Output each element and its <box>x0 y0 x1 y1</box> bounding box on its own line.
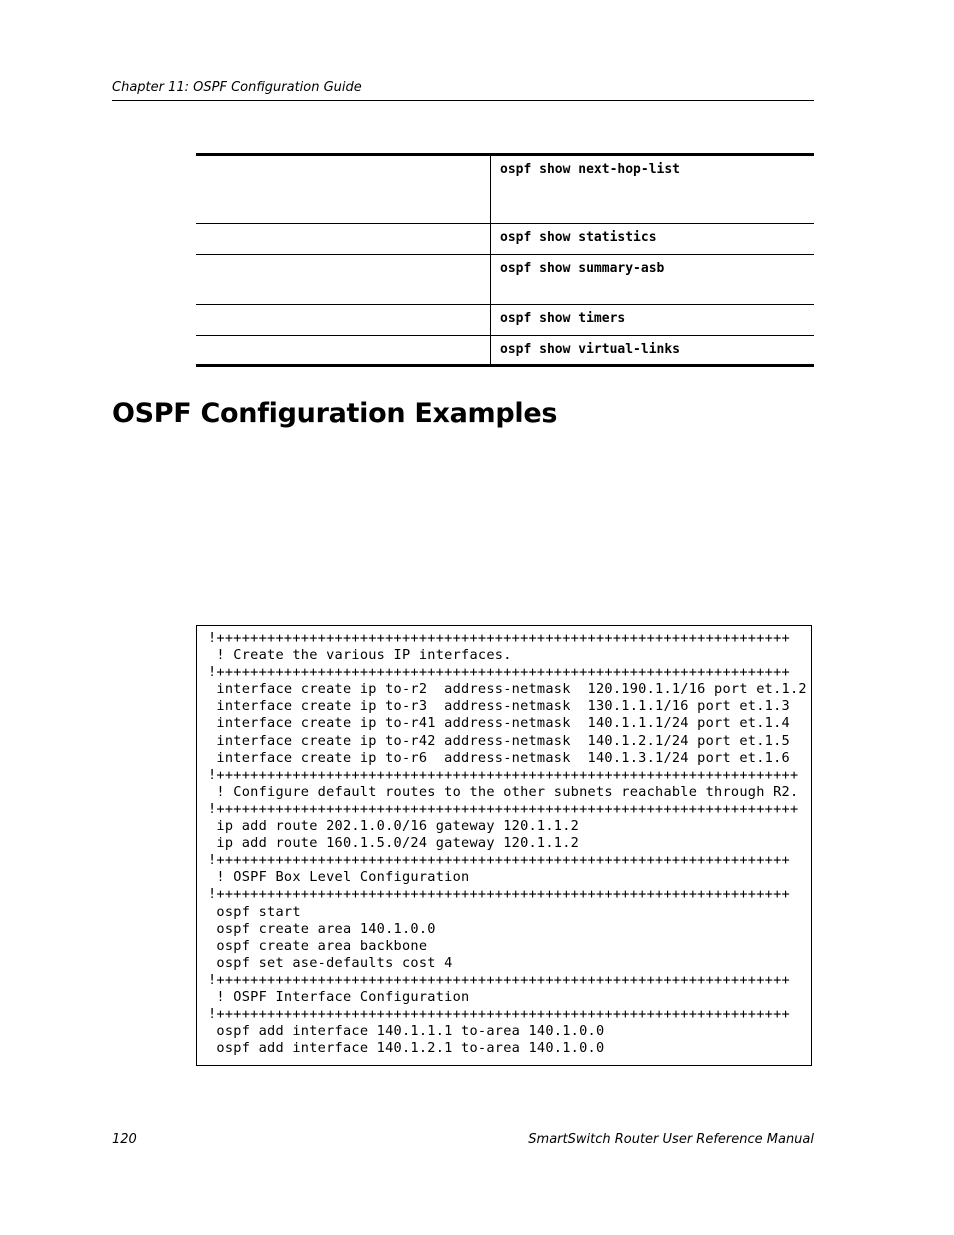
command-cell: ospf show statistics <box>491 224 815 255</box>
command-cell: ospf show virtual-links <box>491 336 815 366</box>
code-line: interface create ip to-r3 address-netmask 130.1.1.1/16 port et.1.3 <box>208 698 790 715</box>
table-row <box>196 255 814 305</box>
table-row <box>196 305 814 336</box>
code-line: ospf add interface 140.1.1.1 to-area 140.1.0.0 <box>208 1023 605 1040</box>
code-line: !+++++++++++++++++++++++++++++++++++++++++++++++++++++++++++++++++++++ <box>208 766 799 783</box>
code-line: ospf add interface 140.1.2.1 to-area 140.1.0.0 <box>208 1040 605 1057</box>
code-line: !++++++++++++++++++++++++++++++++++++++++++++++++++++++++++++++++++++ <box>208 886 790 903</box>
command-cell: ospf show summary-asb <box>491 255 815 305</box>
code-line: ! OSPF Interface Configuration <box>208 988 470 1005</box>
code-line: ! Configure default routes to the other subnets reachable through R2. <box>208 783 799 800</box>
code-line: !++++++++++++++++++++++++++++++++++++++++++++++++++++++++++++++++++++ <box>208 971 790 988</box>
command-cell: ospf show next-hop-list <box>500 162 681 177</box>
code-line: !++++++++++++++++++++++++++++++++++++++++++++++++++++++++++++++++++++ <box>208 664 790 681</box>
description-cell <box>196 224 491 255</box>
code-line: ospf create area 140.1.0.0 <box>208 920 436 937</box>
command-table <box>196 153 814 367</box>
code-line: ip add route 160.1.5.0/24 gateway 120.1.1.2 <box>208 835 580 852</box>
description-cell <box>196 255 491 305</box>
manual-title: SmartSwitch Router User Reference Manual <box>528 1132 814 1147</box>
code-example-box <box>196 625 812 1066</box>
code-line: ospf start <box>208 903 301 920</box>
page-number: 120 <box>112 1132 137 1147</box>
code-line: !++++++++++++++++++++++++++++++++++++++++++++++++++++++++++++++++++++ <box>208 630 790 646</box>
code-line: interface create ip to-r6 address-netmask 140.1.3.1/24 port et.1.6 <box>208 749 790 766</box>
code-listing <box>197 626 811 1057</box>
table-row <box>196 155 814 224</box>
code-line: ! OSPF Box Level Configuration <box>208 869 470 886</box>
code-line: !++++++++++++++++++++++++++++++++++++++++++++++++++++++++++++++++++++ <box>208 1006 790 1023</box>
command-cell: ospf show timers <box>491 305 815 336</box>
table-row <box>196 336 814 366</box>
code-line: ospf create area backbone <box>208 937 428 954</box>
code-line: ! Create the various IP interfaces. <box>208 647 512 664</box>
code-line: interface create ip to-r2 address-netmask 120.190.1.1/16 port et.1.2 <box>208 681 807 698</box>
description-cell <box>196 305 491 336</box>
running-header: Chapter 11: OSPF Configuration Guide <box>112 80 814 101</box>
code-line: ip add route 202.1.0.0/16 gateway 120.1.1.2 <box>208 818 580 835</box>
section-title: OSPF Configuration Examples <box>112 398 558 429</box>
code-line: interface create ip to-r41 address-netmask 140.1.1.1/24 port et.1.4 <box>208 715 790 732</box>
code-line: ospf set ase-defaults cost 4 <box>208 954 453 971</box>
code-line: interface create ip to-r42 address-netmask 140.1.2.1/24 port et.1.5 <box>208 732 790 749</box>
description-cell <box>196 155 491 224</box>
code-line: !++++++++++++++++++++++++++++++++++++++++++++++++++++++++++++++++++++ <box>208 852 790 869</box>
code-line: !+++++++++++++++++++++++++++++++++++++++++++++++++++++++++++++++++++++ <box>208 800 799 817</box>
description-cell <box>196 336 491 366</box>
table-row <box>196 224 814 255</box>
